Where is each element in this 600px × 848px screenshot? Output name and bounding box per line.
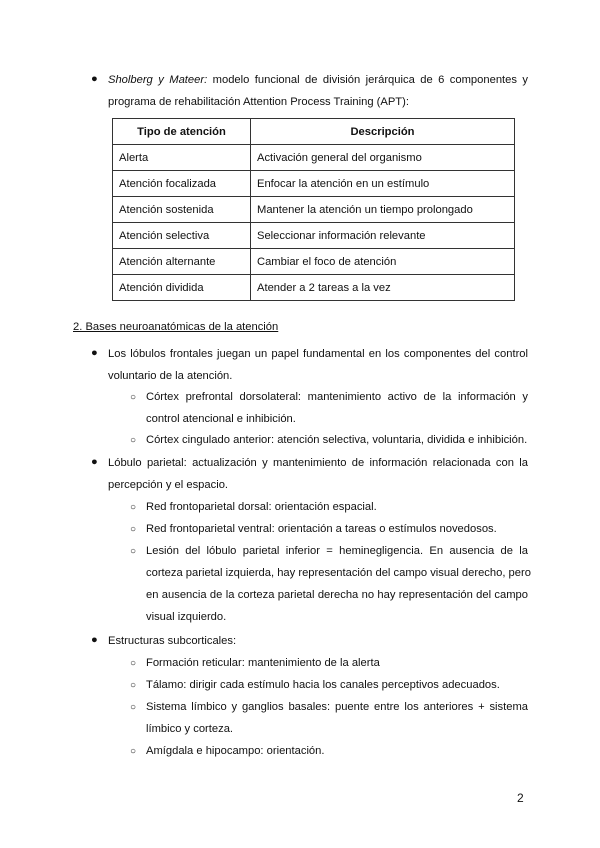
sub-bullet-marker: ○: [130, 546, 137, 557]
bullet-line: Estructuras subcorticales:: [108, 635, 237, 647]
bullet-line: percepción y el espacio.: [108, 479, 229, 491]
bullet-marker: ●: [91, 634, 98, 646]
cell-type: Atención focalizada: [113, 171, 251, 197]
table-row: [113, 223, 515, 249]
table-row: [113, 171, 515, 197]
sub-bullet-amygdala: [146, 740, 528, 762]
sub-bullet-marker: ○: [130, 702, 137, 713]
sub-bullet-reticular: [146, 652, 528, 674]
sub-bullet-marker: ○: [130, 746, 137, 757]
cell-type: Alerta: [113, 145, 251, 171]
sub-bullet-line: Red frontoparietal dorsal: orientación espacial.: [146, 501, 377, 513]
cell-description: Cambiar el foco de atención: [251, 249, 515, 275]
table-row: [113, 145, 515, 171]
sub-bullet-marker: ○: [130, 658, 137, 669]
sub-bullet-marker: ○: [130, 502, 137, 513]
cell-type: Atención sostenida: [113, 197, 251, 223]
page-number: 2: [517, 791, 524, 805]
cell-description: Seleccionar información relevante: [251, 223, 515, 249]
sub-bullet-thalamus: [146, 674, 528, 696]
sub-bullet-marker: ○: [130, 392, 137, 403]
sub-bullet-line: visual izquierdo.: [146, 611, 227, 623]
sub-bullet-line: Lesión del lóbulo parietal inferior = heminegligencia. En ausencia de la: [146, 545, 528, 557]
section-heading: 2. Bases neuroanatómicas de la atención: [73, 321, 279, 333]
sub-bullet-marker: ○: [130, 435, 137, 446]
sub-bullet-cingulate: [146, 429, 528, 451]
sub-bullet-line: Tálamo: dirigir cada estímulo hacia los canales perceptivos adecuados.: [146, 679, 500, 691]
intro-line-1: [108, 69, 528, 91]
table-row: [113, 197, 515, 223]
intro-line-2: programa de rehabilitación Attention Process Training (APT):: [108, 96, 409, 108]
bullet-line: Los lóbulos frontales juegan un papel fundamental en los componentes del control: [108, 348, 528, 360]
cell-description: Enfocar la atención en un estímulo: [251, 171, 515, 197]
bullet-marker: ●: [91, 456, 98, 468]
sub-bullet-line: corteza parietal izquierda, hay representación del campo visual derecho, pero: [146, 567, 531, 579]
sub-bullet-line: en ausencia de la corteza parietal derecha no hay representación del campo: [146, 589, 528, 601]
table-row: [113, 249, 515, 275]
sub-bullet-line: Amígdala e hipocampo: orientación.: [146, 745, 325, 757]
bullet-line: Lóbulo parietal: actualización y mantenimiento de información relacionada con la: [108, 457, 528, 469]
sub-bullet-dorsal: [146, 496, 528, 518]
sub-bullet-limbic: [146, 696, 528, 740]
column-header-description: Descripción: [251, 119, 515, 145]
sub-bullet-line: control atencional e inhibición.: [146, 413, 296, 425]
intro-authors: Sholberg y Mateer:: [108, 74, 208, 86]
attention-types-table: [112, 118, 515, 301]
cell-description: Activación general del organismo: [251, 145, 515, 171]
bullet-subcortical: [108, 630, 528, 652]
sub-bullet-line: Córtex cingulado anterior: atención selectiva, voluntaria, dividida e inhibición.: [146, 434, 528, 446]
sub-bullet-line: límbico y corteza.: [146, 723, 234, 735]
sub-bullet-line: Córtex prefrontal dorsolateral: mantenimiento activo de la información y: [146, 391, 528, 403]
column-header-type: Tipo de atención: [113, 119, 251, 145]
bullet-frontal: [108, 343, 528, 387]
sub-bullet-line: Red frontoparietal ventral: orientación a tareas o estímulos novedosos.: [146, 523, 497, 535]
sub-bullet-line: Sistema límbico y ganglios basales: puente entre los anteriores + sistema: [146, 701, 528, 713]
sub-bullet-marker: ○: [130, 680, 137, 691]
cell-description: Mantener la atención un tiempo prolongado: [251, 197, 515, 223]
sub-bullet-line: Formación reticular: mantenimiento de la alerta: [146, 657, 380, 669]
bullet-marker: ●: [91, 347, 98, 359]
sub-bullet-lesion: [146, 540, 531, 628]
intro-paragraph: [108, 69, 528, 113]
bullet-line: voluntario de la atención.: [108, 370, 233, 382]
cell-type: Atención selectiva: [113, 223, 251, 249]
sub-bullet-marker: ○: [130, 524, 137, 535]
cell-type: Atención alternante: [113, 249, 251, 275]
cell-description: Atender a 2 tareas a la vez: [251, 275, 515, 301]
bullet-marker: ●: [91, 73, 98, 85]
bullet-parietal: [108, 452, 528, 496]
table-header-row: [113, 119, 515, 145]
table-row: [113, 275, 515, 301]
sub-bullet-prefrontal: [146, 386, 528, 430]
sub-bullet-ventral: [146, 518, 528, 540]
cell-type: Atención dividida: [113, 275, 251, 301]
intro-line-1-rest: modelo funcional de división jerárquica de 6 componentes y: [212, 74, 528, 86]
